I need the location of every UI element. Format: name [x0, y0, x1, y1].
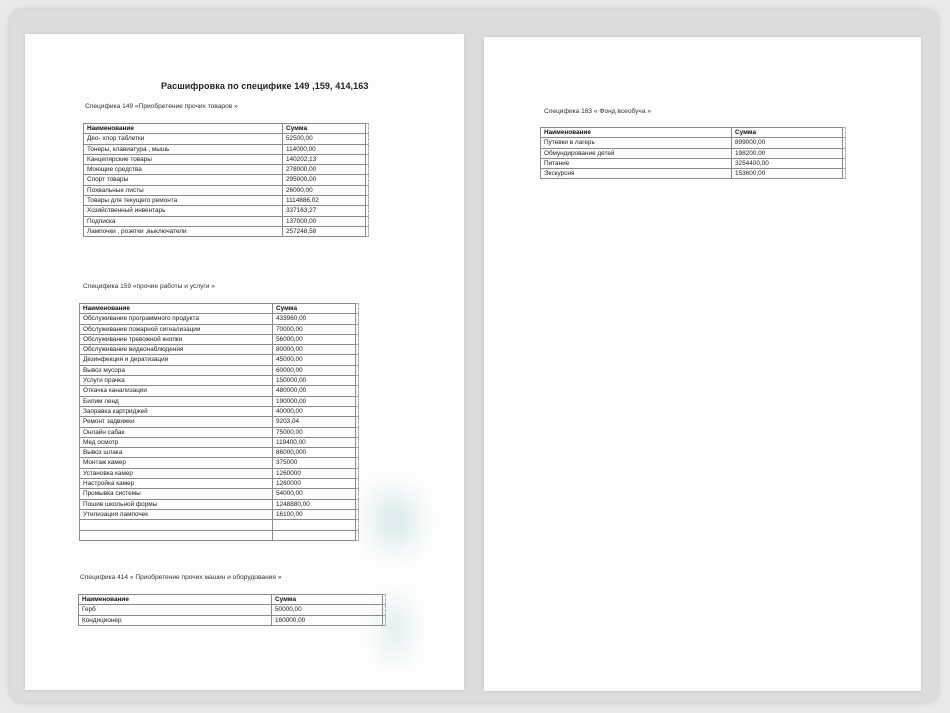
table-row — [80, 479, 359, 489]
spec159-table — [79, 303, 359, 541]
item-sum-cell: 45000,00 — [273, 355, 356, 365]
table-row — [80, 314, 359, 324]
table-row — [80, 437, 359, 447]
item-name-cell: Подписка — [84, 216, 283, 226]
item-sum-cell: 52500,00 — [283, 134, 366, 144]
item-sum-cell: 80000,00 — [273, 345, 356, 355]
table-edge-cell — [356, 396, 359, 406]
table-row — [84, 144, 369, 154]
item-sum-cell: 337163,27 — [283, 206, 366, 216]
table-edge-cell — [356, 304, 359, 314]
item-name-cell: Хозяйственный инвентарь — [84, 206, 283, 216]
item-sum-cell: 114000,00 — [283, 144, 366, 154]
table-edge-cell — [356, 345, 359, 355]
table-row — [80, 324, 359, 334]
table-edge-cell — [356, 334, 359, 344]
document-title: Расшифровка по специфике 149 ,159, 414,163 — [161, 81, 369, 91]
item-name-cell: Тонеры, клавиатура , мышь — [84, 144, 283, 154]
table-edge-cell — [366, 206, 369, 216]
item-sum-cell: 16100,00 — [273, 509, 356, 519]
table-row — [80, 334, 359, 344]
table-row — [80, 448, 359, 458]
table-row — [84, 206, 369, 216]
table-edge-cell — [366, 226, 369, 236]
item-sum-cell: 190000,00 — [273, 396, 356, 406]
item-name-cell: Дезинфекция и дератизация — [80, 355, 273, 365]
table-row — [80, 396, 359, 406]
table-row — [80, 458, 359, 468]
table-row — [84, 216, 369, 226]
item-name-cell: Установка камер — [80, 468, 273, 478]
item-sum-cell: 9203,04 — [273, 417, 356, 427]
item-sum-cell: 56000,00 — [273, 334, 356, 344]
item-sum-cell: 70000,00 — [273, 324, 356, 334]
item-name-cell: Промывка системы — [80, 489, 273, 499]
table-edge-cell — [366, 165, 369, 175]
item-sum-cell: 150000,00 — [273, 376, 356, 386]
table-row — [79, 615, 386, 625]
item-name-cell: Онлайн сабак — [80, 427, 273, 437]
item-name-cell: Мед осмотр — [80, 437, 273, 447]
table-row — [80, 355, 359, 365]
table-edge-cell — [843, 128, 846, 138]
item-sum-cell: 153600,00 — [732, 169, 843, 179]
table-edge-cell — [356, 417, 359, 427]
item-sum-cell: 40000,00 — [273, 406, 356, 416]
table-edge-cell — [383, 605, 386, 615]
column-header-sum: Сумма — [283, 124, 366, 134]
column-header-sum: Сумма — [273, 304, 356, 314]
item-sum-cell: 3254400,00 — [732, 158, 843, 168]
item-name-cell: Обслуживание тревожной кнопки — [80, 334, 273, 344]
item-sum-cell: 140202,13 — [283, 154, 366, 164]
table-edge-cell — [366, 216, 369, 226]
table-edge-cell — [356, 314, 359, 324]
column-header-sum: Сумма — [732, 128, 843, 138]
spec163-caption: Специфика 163 « Фонд всеобуча » — [544, 108, 652, 115]
item-name-cell: Герб — [79, 605, 272, 615]
item-sum-cell: 1260000 — [273, 479, 356, 489]
item-sum-cell: 257248,58 — [283, 226, 366, 236]
item-sum-cell: 60000,00 — [273, 365, 356, 375]
table-edge-cell — [356, 324, 359, 334]
table-row — [541, 158, 846, 168]
table-edge-cell — [356, 499, 359, 509]
item-sum-cell: 86000,000 — [273, 448, 356, 458]
table-edge-cell — [356, 355, 359, 365]
item-name-cell: Обслуживание программного продукта — [80, 314, 273, 324]
table-header-row — [79, 595, 386, 605]
table-row — [541, 169, 846, 179]
item-name-cell: Билим ленд — [80, 396, 273, 406]
table-edge-cell — [356, 458, 359, 468]
table-row — [84, 134, 369, 144]
column-header-name: Наименование — [79, 595, 272, 605]
item-name-cell: Моющие средства — [84, 165, 283, 175]
item-sum-cell: 295000,00 — [283, 175, 366, 185]
item-name-cell: Экскурсия — [541, 169, 732, 179]
table-row — [80, 489, 359, 499]
spec149-table — [83, 123, 369, 237]
column-header-sum: Сумма — [272, 595, 383, 605]
item-name-cell: Похвальные листы — [84, 185, 283, 195]
table-row — [541, 138, 846, 148]
item-name-cell: Товары для текущего ремонта — [84, 196, 283, 206]
item-name-cell: Лампочки , розетки ,выключатели — [84, 226, 283, 236]
item-name-cell: Обмундирование детей — [541, 148, 732, 158]
item-sum-cell: 433960,00 — [273, 314, 356, 324]
table-edge-cell — [356, 509, 359, 519]
table-row — [80, 509, 359, 519]
table-row — [80, 365, 359, 375]
column-header-name: Наименование — [84, 124, 283, 134]
table-row — [80, 468, 359, 478]
item-name-cell: Монтаж камер — [80, 458, 273, 468]
item-name-cell: Откачка канализации — [80, 386, 273, 396]
item-sum-cell: 54000,00 — [273, 489, 356, 499]
item-sum-cell — [273, 520, 356, 530]
table-row — [79, 605, 386, 615]
item-sum-cell: 137000,00 — [283, 216, 366, 226]
table-edge-cell — [383, 595, 386, 605]
table-edge-cell — [366, 144, 369, 154]
item-sum-cell: 26000,00 — [283, 185, 366, 195]
spec414-table — [78, 594, 386, 626]
table-edge-cell — [383, 615, 386, 625]
table-edge-cell — [366, 175, 369, 185]
table-edge-cell — [356, 479, 359, 489]
table-header-row — [80, 304, 359, 314]
table-edge-cell — [356, 376, 359, 386]
table-row — [84, 175, 369, 185]
table-edge-cell — [366, 196, 369, 206]
item-sum-cell: 480000,00 — [273, 386, 356, 396]
table-edge-cell — [843, 148, 846, 158]
table-edge-cell — [356, 365, 359, 375]
item-sum-cell: 1260000 — [273, 468, 356, 478]
table-edge-cell — [366, 154, 369, 164]
scan-artifact — [374, 477, 434, 567]
item-name-cell: Вывоз шлака — [80, 448, 273, 458]
table-edge-cell — [366, 134, 369, 144]
item-sum-cell: 899000,00 — [732, 138, 843, 148]
item-sum-cell: 50000,00 — [272, 605, 383, 615]
item-sum-cell: 198200,00 — [732, 148, 843, 158]
item-name-cell: Канцелярские товары — [84, 154, 283, 164]
item-sum-cell: 278000,00 — [283, 165, 366, 175]
table-row — [80, 406, 359, 416]
item-name-cell: Настройка камер — [80, 479, 273, 489]
table-edge-cell — [843, 138, 846, 148]
table-row — [80, 386, 359, 396]
table-row — [80, 376, 359, 386]
table-edge-cell — [356, 530, 359, 540]
table-row — [84, 154, 369, 164]
table-row — [80, 417, 359, 427]
table-row — [84, 185, 369, 195]
item-sum-cell: 1248880,00 — [273, 499, 356, 509]
spec414-caption: Специфика 414 « Приобретение прочих машин и оборудования » — [80, 574, 282, 581]
spec163-table — [540, 127, 846, 179]
item-name-cell: Пошив школьной формы — [80, 499, 273, 509]
table-edge-cell — [843, 169, 846, 179]
item-name-cell: Утилизация лампочек — [80, 509, 273, 519]
table-header-row — [84, 124, 369, 134]
item-sum-cell: 119400,00 — [273, 437, 356, 447]
table-row — [80, 427, 359, 437]
table-row — [84, 196, 369, 206]
item-name-cell: Кондиционер — [79, 615, 272, 625]
item-name-cell: Вывоз мусора — [80, 365, 273, 375]
item-sum-cell: 375000 — [273, 458, 356, 468]
item-sum-cell — [273, 530, 356, 540]
item-name-cell: Обслуживание видеонаблюдения — [80, 345, 273, 355]
item-sum-cell: 160000,00 — [272, 615, 383, 625]
item-name-cell: Ремонт задвижки — [80, 417, 273, 427]
item-name-cell: Услуги прачка — [80, 376, 273, 386]
table-edge-cell — [366, 124, 369, 134]
column-header-name: Наименование — [541, 128, 732, 138]
table-row — [541, 148, 846, 158]
table-edge-cell — [356, 520, 359, 530]
table-row — [84, 165, 369, 175]
table-edge-cell — [356, 448, 359, 458]
item-name-cell: Спорт товары — [84, 175, 283, 185]
table-edge-cell — [356, 437, 359, 447]
item-sum-cell: 1114886,02 — [283, 196, 366, 206]
table-row — [80, 530, 359, 540]
table-edge-cell — [356, 489, 359, 499]
item-sum-cell: 75000,00 — [273, 427, 356, 437]
table-header-row — [541, 128, 846, 138]
spec149-caption: Специфика 149 «Приобретение прочих товаров » — [85, 103, 238, 110]
table-edge-cell — [356, 406, 359, 416]
table-edge-cell — [356, 468, 359, 478]
table-edge-cell — [356, 386, 359, 396]
item-name-cell: Заправка картриджей — [80, 406, 273, 416]
item-name-cell: Питание — [541, 158, 732, 168]
item-name-cell: Обслуживание пожарной сигнализации — [80, 324, 273, 334]
table-edge-cell — [843, 158, 846, 168]
column-header-name: Наименование — [80, 304, 273, 314]
spec159-caption: Специфика 159 «прочие работы и услуги » — [83, 283, 215, 290]
table-row — [80, 345, 359, 355]
item-name-cell — [80, 520, 273, 530]
table-edge-cell — [356, 427, 359, 437]
table-row — [84, 226, 369, 236]
item-name-cell: Путевки в лагерь — [541, 138, 732, 148]
item-name-cell — [80, 530, 273, 540]
item-name-cell: Део- хлор таблетки — [84, 134, 283, 144]
table-edge-cell — [366, 185, 369, 195]
table-row — [80, 520, 359, 530]
table-row — [80, 499, 359, 509]
